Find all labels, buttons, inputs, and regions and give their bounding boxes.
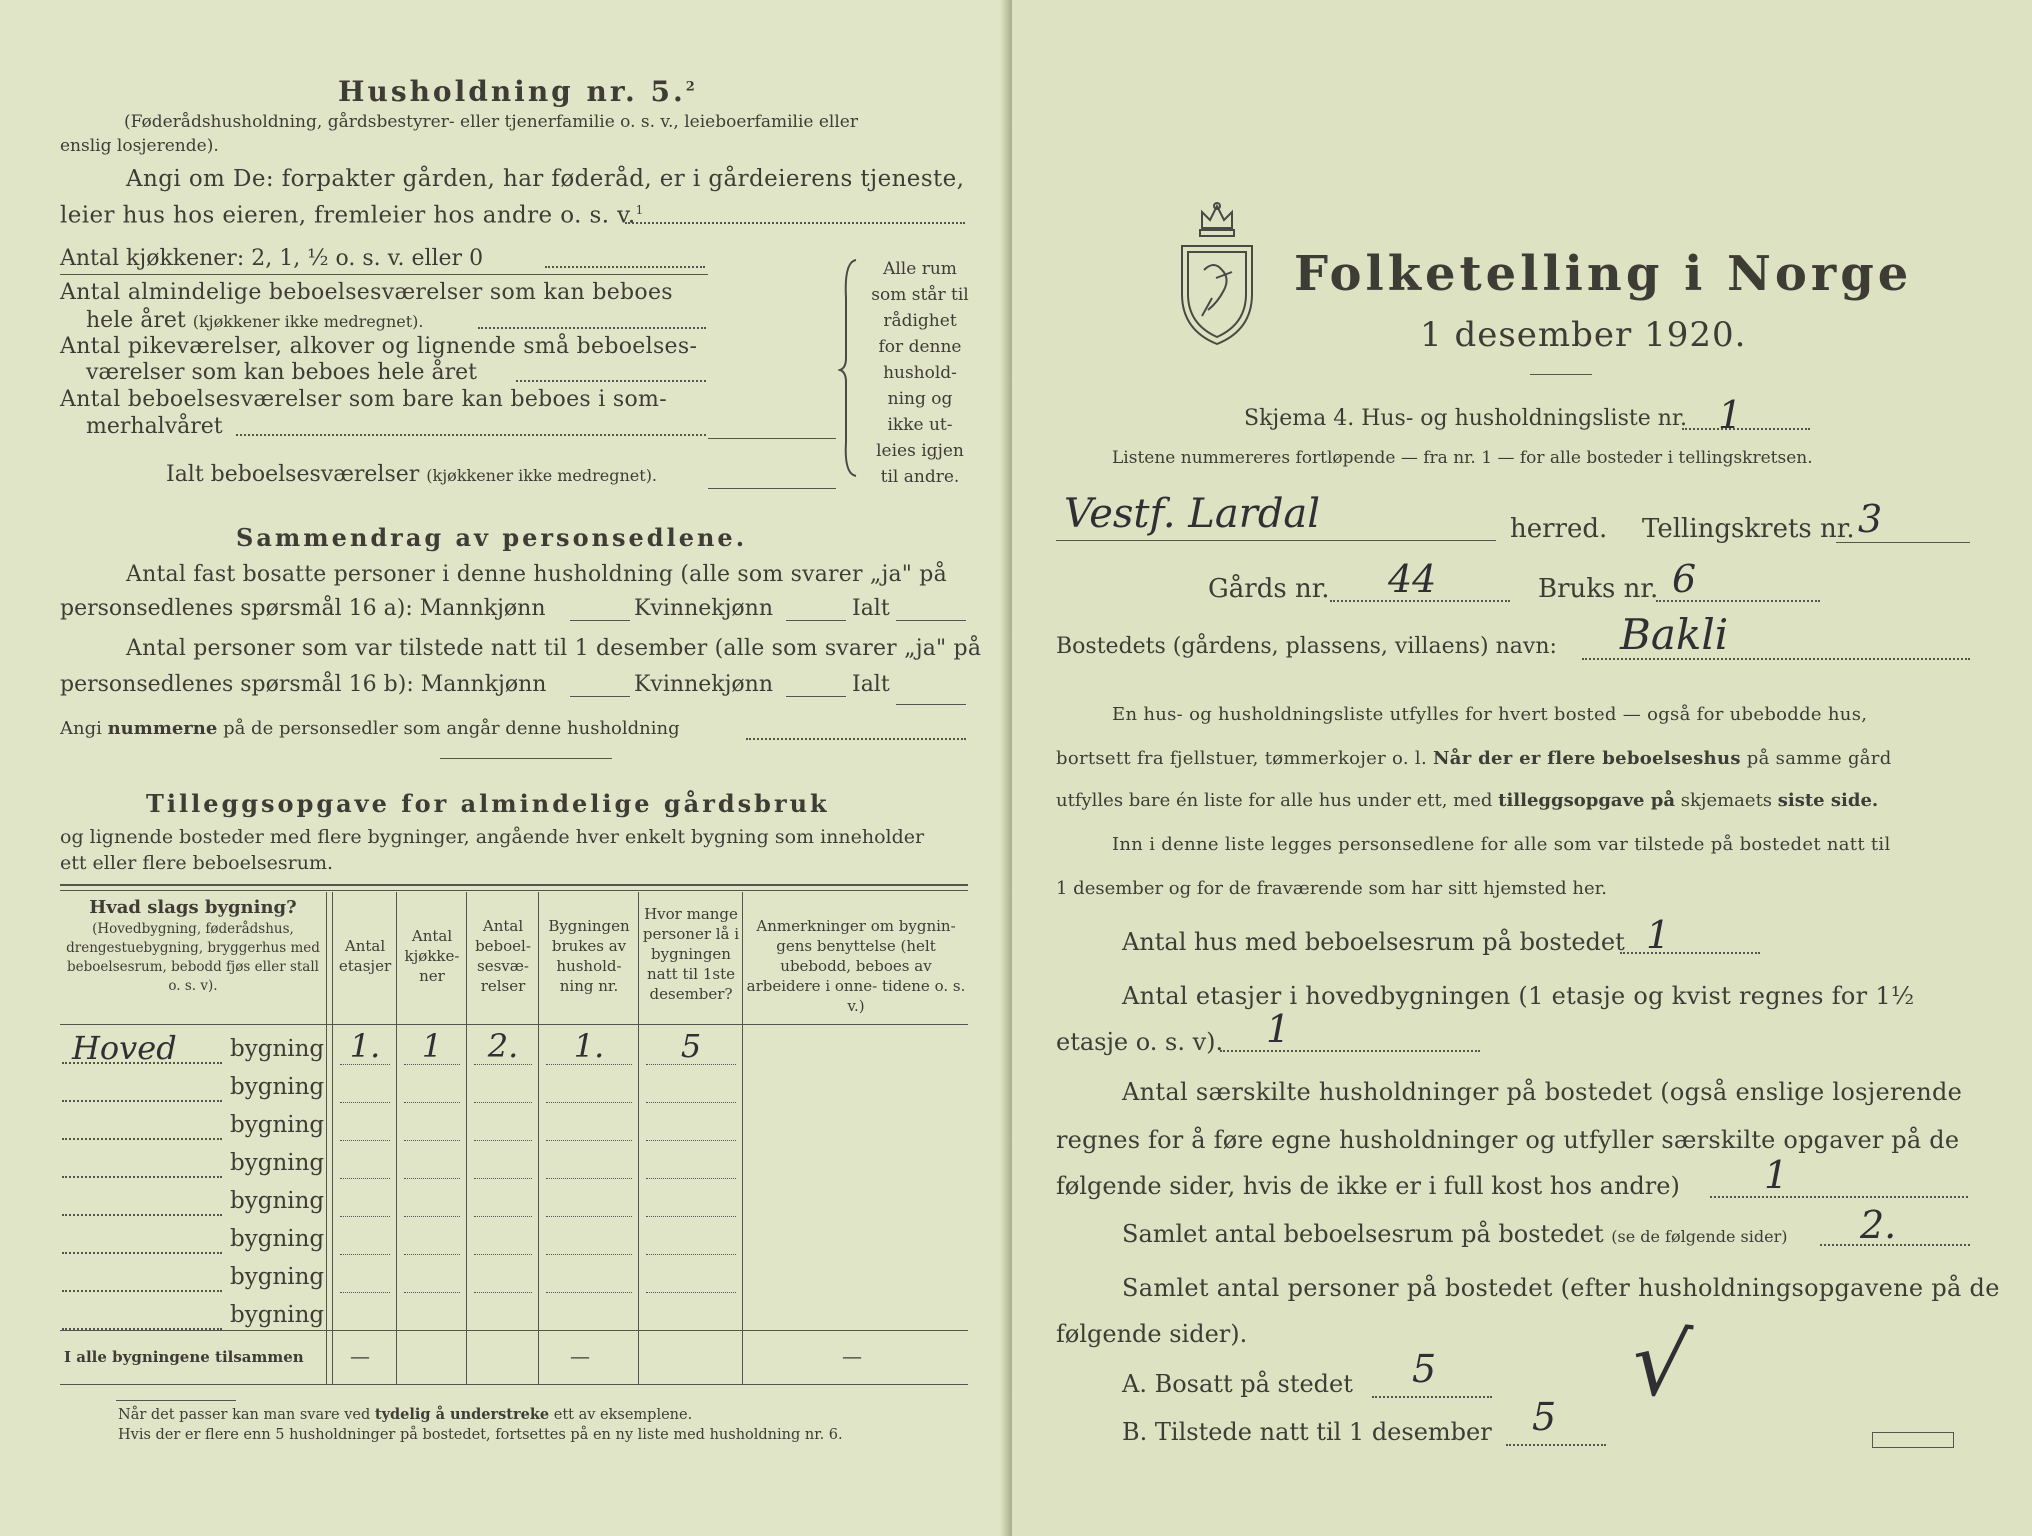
row-etasjer-line	[340, 1178, 390, 1179]
summary-2-kvinne-line	[786, 696, 846, 697]
brace-note-line: rådighet	[883, 311, 957, 331]
row-brukes-line	[546, 1330, 632, 1331]
table-col-rule	[326, 892, 327, 1384]
row-etasjer-line	[340, 1330, 390, 1331]
summary-2-kvinne: Kvinnekjønn	[634, 672, 773, 697]
info-5: 1 desember og for de fraværende som har sitt hjemsted her.	[1056, 878, 1607, 899]
row-kind-line	[62, 1328, 222, 1330]
summary-1-ialt: Ialt	[852, 596, 890, 621]
brace-note-line: hushold-	[883, 363, 957, 383]
table-col-rule	[332, 892, 333, 1384]
skjema-nr-value: 1	[1718, 393, 1743, 437]
q-hushold-value: 1	[1764, 1153, 1789, 1197]
row-personer-line	[646, 1140, 736, 1141]
a-line	[1372, 1396, 1492, 1398]
row-kind-line	[62, 1214, 222, 1216]
row-etasjer-line	[340, 1140, 390, 1141]
ialt-rooms: Ialt beboelsesværelser (kjøkkener ikke medregnet).	[166, 462, 658, 487]
row-brukes-line	[546, 1292, 632, 1293]
row-kind-line	[62, 1252, 222, 1254]
row-rum-line	[474, 1102, 532, 1103]
row-brukes-line	[546, 1064, 632, 1065]
bruks-line	[1656, 600, 1820, 602]
col-kind-header	[62, 898, 324, 996]
footnote-rule	[116, 1400, 236, 1401]
row-rum-line	[474, 1292, 532, 1293]
row-etasjer-line	[340, 1254, 390, 1255]
row-kjokkener-line	[404, 1292, 460, 1293]
row-rum-line	[474, 1064, 532, 1065]
row-personer-line	[646, 1064, 736, 1065]
herred-label: herred.	[1510, 514, 1608, 544]
q-hushold-line	[1710, 1196, 1968, 1198]
row-kind-line	[62, 1176, 222, 1178]
tellingskrets-label: Tellingskrets nr.	[1642, 514, 1855, 544]
brace-note-line: ning og	[887, 389, 953, 409]
total-anm-dash: —	[842, 1344, 862, 1368]
row-rum-line	[474, 1178, 532, 1179]
brace-note	[870, 256, 970, 490]
rooms-1b: hele året (kjøkkener ikke medregnet).	[86, 308, 424, 333]
q-hus-label: Antal hus med beboelsesrum på bostedet	[1122, 928, 1625, 956]
rooms-3b: merhalvåret	[86, 414, 223, 439]
rooms-3a: Antal beboelsesværelser som bare kan beboes i som-	[60, 387, 667, 412]
row-kind-line	[62, 1100, 222, 1102]
b-value: 5	[1532, 1395, 1557, 1439]
q-hushold-2: regnes for å føre egne husholdninger og utfyller særskilte opgaver på de	[1056, 1126, 1960, 1154]
brace-note-line: til andre.	[880, 467, 960, 487]
bruks-value: 6	[1672, 557, 1697, 601]
footnote-2: Hvis der er flere enn 5 husholdninger på bostedet, fortsettes på en ny liste med husholdning nr. 6.	[118, 1427, 843, 1443]
col-etasjer-header: Antal etasjer	[338, 937, 392, 975]
tillegg-2: ett eller flere beboelsesrum.	[60, 852, 334, 874]
row-brukes-value: 1.	[573, 1027, 605, 1065]
kjokkener-label: Antal kjøkkener: 2, 1, ½ o. s. v. eller 0	[60, 246, 484, 271]
row-kind-line	[62, 1062, 222, 1064]
summary-2-mann-line	[570, 696, 630, 697]
row-kjokkener-line	[404, 1254, 460, 1255]
row-rum-line	[474, 1330, 532, 1331]
brace-note-line: som står til	[871, 285, 969, 305]
row-rum-line	[474, 1216, 532, 1217]
title-rule	[1530, 374, 1592, 375]
kjokkener-underline	[60, 274, 708, 275]
gards-line	[1330, 600, 1510, 602]
row-etasjer-value: 1.	[349, 1027, 381, 1065]
table-col-rule	[396, 892, 397, 1384]
q-etasjer-line	[1220, 1050, 1480, 1052]
col-brukes-header: Bygningen brukes av hushold- ning nr.	[548, 917, 630, 995]
skjema-label: Skjema 4. Hus- og husholdningsliste nr.	[1244, 406, 1687, 431]
bosted-label: Bostedets (gårdens, plassens, villaens) navn:	[1056, 634, 1557, 659]
col-rum-header: Antal beboel- sesvæ- relser	[475, 917, 531, 995]
row-etasjer-line	[340, 1102, 390, 1103]
bruks-label: Bruks nr.	[1538, 574, 1659, 604]
row-personer-value: 5	[680, 1027, 702, 1065]
check-mark: √	[1626, 1309, 1695, 1420]
row-bygning-label: bygning	[230, 1036, 325, 1062]
form-title: Folketelling i Norge	[1294, 246, 1913, 302]
q-personer-1: Samlet antal personer på bostedet (efter husholdningsopgavene på de	[1122, 1274, 2000, 1302]
q-etasjer-2: etasje o. s. v).	[1056, 1028, 1224, 1056]
row-brukes-line	[546, 1216, 632, 1217]
total-etasjer-dash: —	[350, 1344, 370, 1368]
brace-note-line: Alle rum	[883, 259, 957, 279]
row-brukes-line	[546, 1102, 632, 1103]
gards-label: Gårds nr.	[1208, 574, 1330, 604]
summary-1a: Antal fast bosatte personer i denne husholdning (alle som svarer „ja" på	[126, 562, 947, 587]
printer-stamp	[1872, 1432, 1954, 1448]
b-line	[1506, 1444, 1606, 1446]
row-bygning-label: bygning	[230, 1302, 325, 1328]
section-divider	[440, 758, 612, 759]
row-bygning-label: bygning	[230, 1112, 325, 1138]
info-1: En hus- og husholdningsliste utfylles for hvert bosted — også for ubebodde hus,	[1112, 704, 1868, 725]
info-3: utfylles bare én liste for alle hus under ett, med tilleggsopgave på skjemaets siste side.	[1056, 790, 1879, 811]
q-personer-2: følgende sider).	[1056, 1320, 1248, 1348]
row-rum-value: 2.	[487, 1027, 519, 1065]
bosted-value: Bakli	[1620, 610, 1729, 659]
col-kind-sub: (Hovedbygning, føderådshus, drengestuebygning, bryggerhus med beboelsesrum, bebodd fjøs eller stall o. s. v).	[66, 921, 320, 994]
row-kjokkener-line	[404, 1216, 460, 1217]
row-kind-value: Hoved	[72, 1029, 177, 1067]
coat-of-arms-icon	[1172, 198, 1262, 348]
table-col-rule	[538, 892, 539, 1384]
form-date: 1 desember 1920.	[1420, 315, 1747, 355]
summary-1-kvinne-line	[786, 620, 846, 621]
table-col-rule	[466, 892, 467, 1384]
q-rum-value: 2.	[1860, 1203, 1897, 1247]
summary-2b: personsedlenes spørsmål 16 b): Mannkjønn	[60, 672, 547, 697]
left-page	[0, 0, 1012, 1536]
row-personer-line	[646, 1216, 736, 1217]
table-col-rule	[742, 892, 743, 1384]
summary-1-ialt-line	[896, 620, 966, 621]
row-brukes-line	[546, 1140, 632, 1141]
row-kind-line	[62, 1138, 222, 1140]
listene-note: Listene nummereres fortløpende — fra nr. 1 — for alle bosteder i tellingskretsen.	[1112, 448, 1813, 468]
b-label: B. Tilstede natt til 1 desember	[1122, 1418, 1492, 1446]
household-note-1: (Føderådshusholdning, gårdsbestyrer- eller tjenerfamilie o. s. v., leieboerfamilie eller	[124, 112, 858, 132]
row-kjokkener-line	[404, 1140, 460, 1141]
row-kjokkener-line	[404, 1102, 460, 1103]
rooms-answer-rule	[708, 438, 836, 439]
right-page	[1012, 0, 2032, 1536]
rooms-3-dots	[236, 434, 706, 436]
household-note-2: enslig losjerende).	[60, 136, 219, 156]
info-2: bortsett fra fjellstuer, tømmerkojer o. l. Når der er flere beboelseshus på samme gård	[1056, 748, 1892, 769]
rooms-2-dots	[516, 380, 706, 382]
row-rum-line	[474, 1254, 532, 1255]
rooms-2a: Antal pikeværelser, alkover og lignende små beboelses-	[60, 334, 698, 359]
row-etasjer-line	[340, 1216, 390, 1217]
herred-line	[1056, 540, 1496, 541]
brace-icon	[838, 258, 860, 478]
q-hus-value: 1	[1646, 913, 1671, 957]
tillegg-title: Tilleggsopgave for almindelige gårdsbruk	[146, 789, 830, 818]
rooms-2b: værelser som kan beboes hele året	[86, 360, 477, 385]
summary-1-mann-line	[570, 620, 630, 621]
q-hus-line	[1620, 952, 1760, 954]
tellingskrets-value: 3	[1858, 497, 1883, 541]
q-etasjer-value: 1	[1266, 1007, 1291, 1051]
rooms-1-dots	[478, 327, 706, 329]
row-personer-line	[646, 1178, 736, 1179]
row-kjokkener-line	[404, 1178, 460, 1179]
table-header-rule	[60, 1024, 968, 1025]
table-top-rule	[60, 884, 968, 886]
row-etasjer-line	[340, 1064, 390, 1065]
tillegg-1: og lignende bosteder med flere bygninger, angående hver enkelt bygning som inneholder	[60, 826, 925, 848]
row-brukes-line	[546, 1178, 632, 1179]
row-personer-line	[646, 1292, 736, 1293]
row-etasjer-line	[340, 1292, 390, 1293]
herred-value: Vestf. Lardal	[1064, 491, 1321, 537]
brace-note-line: for denne	[878, 337, 962, 357]
angi-nummerne-dots	[746, 738, 966, 740]
row-kjokkener-line	[404, 1064, 460, 1065]
household-title: Husholdning nr. 5.$^2$	[338, 75, 698, 108]
brace-note-line: ikke ut-	[887, 415, 953, 435]
angi-line-1: Angi om De: forpakter gården, har føderåd, er i gårdeierens tjeneste,	[126, 166, 965, 192]
row-bygning-label: bygning	[230, 1226, 325, 1252]
row-kjokkener-value: 1	[421, 1027, 443, 1065]
q-rum-line	[1820, 1244, 1970, 1246]
rooms-1a: Antal almindelige beboelsesværelser som kan beboes	[60, 280, 673, 305]
row-rum-line	[474, 1140, 532, 1141]
ialt-rooms-rule	[708, 488, 836, 489]
brace-note-line: leies igjen	[876, 441, 964, 461]
summary-2a: Antal personer som var tilstede natt til 1 desember (alle som svarer „ja" på	[126, 636, 982, 661]
col-kind-title: Hvad slags bygning?	[89, 897, 297, 918]
a-value: 5	[1412, 1347, 1437, 1391]
row-bygning-label: bygning	[230, 1150, 325, 1176]
row-personer-line	[646, 1254, 736, 1255]
row-bygning-label: bygning	[230, 1264, 325, 1290]
q-hushold-3: følgende sider, hvis de ikke er i full kost hos andre)	[1056, 1172, 1680, 1200]
row-kind-line	[62, 1290, 222, 1292]
table-bottom-rule	[60, 1384, 968, 1385]
angi-line-2: leier hus hos eieren, fremleier hos andre o. s. v.$^1$	[60, 202, 644, 229]
row-brukes-line	[546, 1254, 632, 1255]
q-etasjer-1: Antal etasjer i hovedbygningen (1 etasje og kvist regnes for 1½	[1122, 982, 1915, 1010]
total-label: I alle bygningene tilsammen	[64, 1348, 304, 1366]
q-rum: Samlet antal beboelsesrum på bostedet (se de følgende sider)	[1122, 1220, 1788, 1248]
summary-1b: personsedlenes spørsmål 16 a): Mannkjønn	[60, 596, 546, 621]
footnote-1: Når det passer kan man svare ved tydelig å understreke ett av eksemplene.	[118, 1406, 693, 1423]
summary-title: Sammendrag av personsedlene.	[236, 523, 748, 552]
col-personer-header: Hvor mange personer lå i bygningen natt til 1ste desember?	[642, 905, 740, 1003]
tellingskrets-line	[1836, 542, 1970, 543]
row-bygning-label: bygning	[230, 1188, 325, 1214]
row-personer-line	[646, 1102, 736, 1103]
info-4: Inn i denne liste legges personsedlene for alle som var tilstede på bostedet natt til	[1112, 834, 1891, 855]
row-personer-line	[646, 1330, 736, 1331]
table-top-rule-2	[60, 890, 968, 891]
q-hushold-1: Antal særskilte husholdninger på bostedet (også enslige losjerende	[1122, 1078, 1963, 1106]
gards-value: 44	[1388, 557, 1437, 601]
angi-nummerne: Angi nummerne på de personsedler som angår denne husholdning	[60, 718, 680, 739]
angi-answer-line	[625, 222, 965, 224]
summary-1-kvinne: Kvinnekjønn	[634, 596, 773, 621]
table-col-rule	[638, 892, 639, 1384]
skjema-nr-line	[1682, 428, 1810, 430]
bosted-line	[1582, 658, 1970, 660]
summary-2-ialt: Ialt	[852, 672, 890, 697]
summary-2-ialt-line	[896, 704, 966, 705]
row-bygning-label: bygning	[230, 1074, 325, 1100]
total-brukes-dash: —	[570, 1344, 590, 1368]
col-kjokkener-header: Antal kjøkke- ner	[404, 927, 460, 985]
row-kjokkener-line	[404, 1330, 460, 1331]
a-label: A. Bosatt på stedet	[1122, 1370, 1353, 1398]
kjokkener-dots	[545, 266, 705, 268]
col-anm-header: Anmerkninger om bygnin- gens benyttelse (helt ubebodd, beboes av arbeidere i onne- tidene o. s. v.)	[746, 917, 966, 1015]
